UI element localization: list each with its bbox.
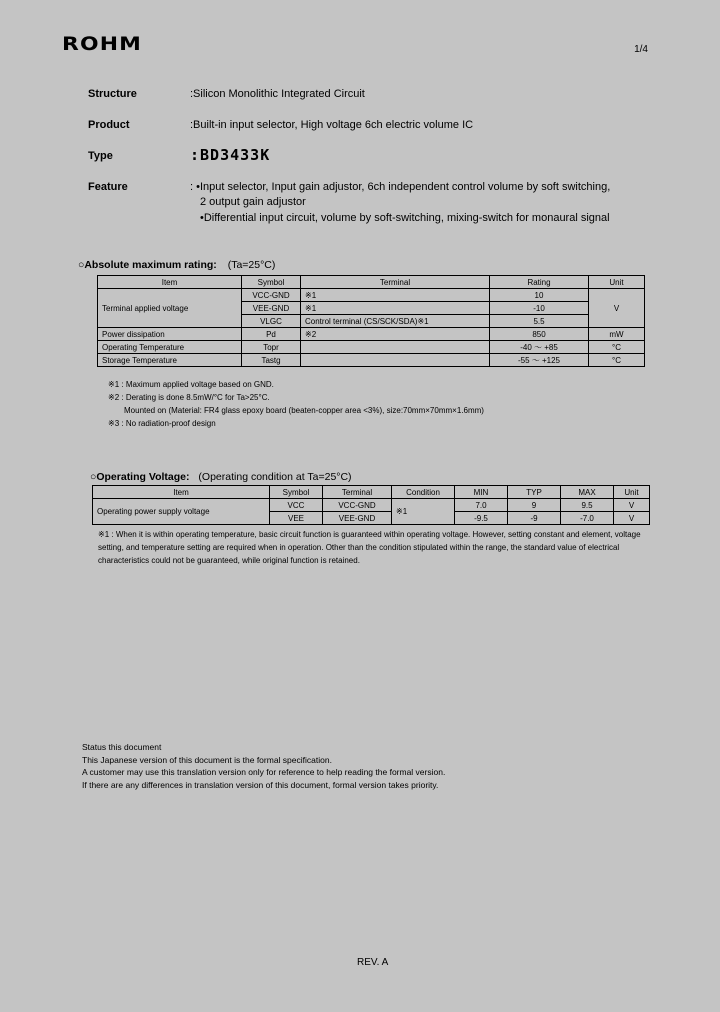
page-number: 1/4 <box>634 44 648 55</box>
typ-cell: 9 <box>508 499 561 512</box>
terminal-cell: ※1 <box>301 289 490 302</box>
status-line: A customer may use this translation version only for reference to help reading the formal version. <box>82 767 446 778</box>
type-label: Type <box>88 150 113 162</box>
revision-label: REV. A <box>357 957 389 968</box>
table-row <box>93 499 650 512</box>
status-block <box>82 741 445 791</box>
item-cell: Terminal applied voltage <box>98 289 242 328</box>
header-symbol: Symbol <box>270 486 323 499</box>
op-voltage-note: ※1 : When it is within operating temperature, basic circuit function is guaranteed within operating voltage. However, setting constant and element, voltage setting, and temperature setting are required when in operation. Other than the condition stipulated within the range, the standard value of electrical characteristics could not be guaranteed, while original function is retained. <box>98 530 641 565</box>
status-line: Status this document <box>82 742 162 752</box>
table-row <box>98 289 645 302</box>
header-item: Item <box>93 486 270 499</box>
item-cell: Operating power supply voltage <box>93 499 270 525</box>
rating-cell: 10 <box>490 289 589 302</box>
op-voltage-heading <box>90 471 352 483</box>
type-value: :BD3433K <box>190 146 271 164</box>
structure-label: Structure <box>88 88 137 100</box>
table-row <box>98 328 645 341</box>
op-voltage-condition: (Operating condition at Ta=25°C) <box>198 471 352 483</box>
min-cell: 7.0 <box>455 499 508 512</box>
symbol-cell: Tastg <box>242 354 301 367</box>
max-cell: -7.0 <box>561 512 614 525</box>
rating-cell: -40 ～ +85 <box>490 341 589 354</box>
unit-cell: V <box>614 512 650 525</box>
table-header-row <box>93 486 650 499</box>
abs-max-condition: (Ta=25°C) <box>227 259 276 271</box>
header-rating: Rating <box>490 276 589 289</box>
feature-line-2: 2 output gain adjustor <box>200 196 306 208</box>
abs-max-title: ○Absolute maximum rating: <box>78 259 217 271</box>
abs-max-note-3: Mounted on (Material: FR4 glass epoxy board (beaten-copper area <3%), size:70mm×70mm×1.6mm) <box>124 406 484 415</box>
header-terminal: Terminal <box>301 276 490 289</box>
unit-cell: °C <box>589 341 645 354</box>
table-row <box>98 354 645 367</box>
op-voltage-table <box>92 485 650 525</box>
abs-max-heading <box>78 259 275 271</box>
status-line: If there are any differences in translation version of this document, formal version takes priority. <box>82 779 439 790</box>
terminal-cell: ※2 <box>301 328 490 341</box>
abs-max-note-4: ※3 : No radiation-proof design <box>108 419 216 428</box>
header-terminal: Terminal <box>323 486 392 499</box>
item-cell: Power dissipation <box>98 328 242 341</box>
table-row <box>98 341 645 354</box>
unit-cell: V <box>589 289 645 328</box>
max-cell: 9.5 <box>561 499 614 512</box>
terminal-cell <box>301 354 490 367</box>
unit-cell: V <box>614 499 650 512</box>
unit-cell: °C <box>589 354 645 367</box>
rohm-logo: ROHM <box>62 33 143 55</box>
header-unit: Unit <box>589 276 645 289</box>
header-typ: TYP <box>508 486 561 499</box>
header-symbol: Symbol <box>242 276 301 289</box>
header-unit: Unit <box>614 486 650 499</box>
symbol-cell: Pd <box>242 328 301 341</box>
symbol-cell: VLGC <box>242 315 301 328</box>
product-label: Product <box>88 119 130 131</box>
header-condition: Condition <box>392 486 455 499</box>
rating-cell: -10 <box>490 302 589 315</box>
rating-cell: 850 <box>490 328 589 341</box>
abs-max-note-2: ※2 : Derating is done 8.5mW/°C for Ta>25°C. <box>108 393 270 402</box>
rating-cell: -55 ～ +125 <box>490 354 589 367</box>
item-cell: Storage Temperature <box>98 354 242 367</box>
feature-line-3: •Differential input circuit, volume by soft-switching, mixing-switch for monaural signal <box>200 212 610 224</box>
terminal-cell: VCC-GND <box>323 499 392 512</box>
table-header-row <box>98 276 645 289</box>
abs-max-table <box>97 275 645 367</box>
terminal-cell: Control terminal (CS/SCK/SDA)※1 <box>301 315 490 328</box>
min-cell: -9.5 <box>455 512 508 525</box>
terminal-cell: ※1 <box>301 302 490 315</box>
symbol-cell: Topr <box>242 341 301 354</box>
rating-cell: 5.5 <box>490 315 589 328</box>
abs-max-note-1: ※1 : Maximum applied voltage based on GND. <box>108 380 274 389</box>
status-line: This Japanese version of this document is the formal specification. <box>82 754 332 765</box>
symbol-cell: VCC <box>270 499 323 512</box>
unit-cell: mW <box>589 328 645 341</box>
structure-value: :Silicon Monolithic Integrated Circuit <box>190 88 365 100</box>
header-min: MIN <box>455 486 508 499</box>
symbol-cell: VEE-GND <box>242 302 301 315</box>
symbol-cell: VCC-GND <box>242 289 301 302</box>
op-voltage-title: ○Operating Voltage: <box>90 471 190 483</box>
condition-cell: ※1 <box>392 499 455 525</box>
feature-line-1: : •Input selector, Input gain adjustor, 6ch independent control volume by soft switching, <box>190 181 611 193</box>
terminal-cell <box>301 341 490 354</box>
terminal-cell: VEE-GND <box>323 512 392 525</box>
header-item: Item <box>98 276 242 289</box>
symbol-cell: VEE <box>270 512 323 525</box>
feature-label: Feature <box>88 181 128 193</box>
typ-cell: -9 <box>508 512 561 525</box>
item-cell: Operating Temperature <box>98 341 242 354</box>
product-value: :Built-in input selector, High voltage 6ch electric volume IC <box>190 119 474 131</box>
header-max: MAX <box>561 486 614 499</box>
